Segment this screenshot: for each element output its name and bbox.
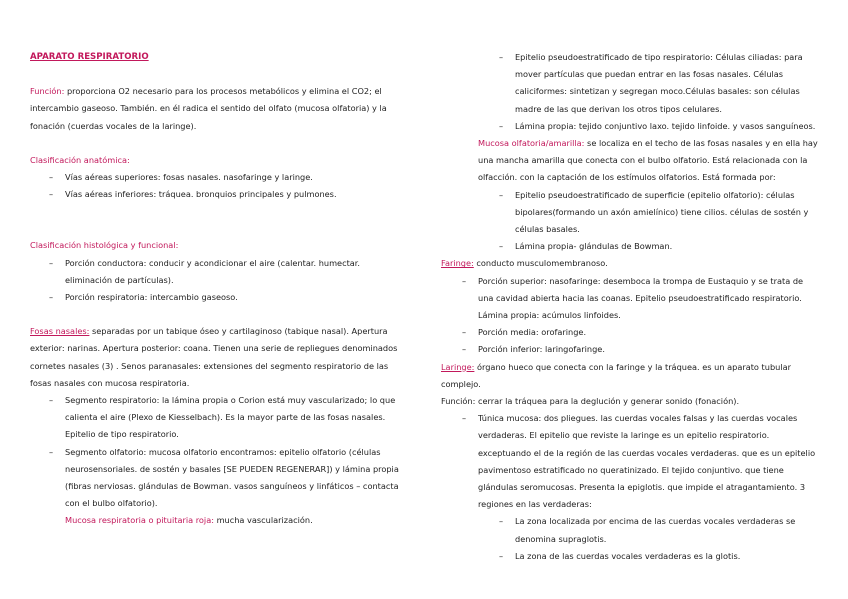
epitelio-list xyxy=(441,49,821,135)
list-item: – Porción superior: nasofaringe: desemboca la trompa de Eustaquio y se trata de una cavidad abierta hacia las coanas. Epitelio pseudoestratificado respiratorio. Lámina propia: acúmulos linfoides. xyxy=(441,273,821,325)
list-item: – Segmento olfatorio: mucosa olfatorio encontramos: epitelio olfatorio (células neurosensoriales. de sostén y basales [SE PUEDEN REGENERAR]) y lámina propia (fibras nerviosas. glándulas de Bowman. vasos sanguíneos y linfáticos – contacta con el bulbo olfatorio). xyxy=(30,444,408,513)
fosas-nasales-paragraph xyxy=(30,323,408,392)
left-column xyxy=(30,49,408,530)
faringe-label: Faringe: xyxy=(441,258,474,269)
clasificacion-anatomica-list xyxy=(30,169,408,203)
faringe-paragraph xyxy=(441,255,821,272)
faringe-text: conducto musculomembranoso. xyxy=(473,258,608,269)
list-item: – La zona de las cuerdas vocales verdaderas es la glotis. xyxy=(441,548,821,565)
funcion-paragraph xyxy=(30,83,408,135)
mucosa-olfatoria-paragraph xyxy=(441,135,821,187)
clasificacion-anatomica-heading: Clasificación anatómica: xyxy=(30,154,130,165)
list-item: – Porción conductora: conducir y acondicionar el aire (calentar. humectar. eliminación de partículas). xyxy=(30,255,408,289)
list-item: – Porción respiratoria: intercambio gaseoso. xyxy=(30,289,408,306)
laringe-list xyxy=(441,410,821,565)
document-title: APARATO RESPIRATORIO xyxy=(30,52,149,62)
list-item: – Lámina propia- glándulas de Bowman. xyxy=(441,238,821,255)
list-item: – Porción inferior: laringofaringe. xyxy=(441,341,821,358)
laringe-label: Laringe: xyxy=(441,361,475,372)
clasificacion-histologica-list xyxy=(30,255,408,307)
mucosa-respiratoria-text: mucha vascularización. xyxy=(213,515,313,526)
list-item: – Epitelio pseudoestratificado de tipo respiratorio: Células ciliadas: para mover partículas que puedan entrar en las fosas nasales. Células caliciformes: sintetizan y segregan moco.Células basales: son células madre de las que derivan los otros tipos celulares. xyxy=(441,49,821,118)
list-item: – La zona localizada por encima de las cuerdas vocales verdaderas se denomina supraglotis. xyxy=(441,513,821,547)
list-item: – Segmento respiratorio: la lámina propia o Corion está muy vascularizado; lo que calienta el aire (Plexo de Kiesselbach). Es la mayor parte de las fosas nasales. Epitelio de tipo respiratorio. xyxy=(30,392,408,444)
funcion-text: proporciona O2 necesario para los procesos metabólicos y elimina el CO2; el intercambio gaseoso. También. en él radica el sentido del olfato (mucosa olfatoria) y la fonación (cuerdas vocales de la laringe). xyxy=(30,86,387,131)
right-column xyxy=(441,49,821,565)
list-item: – Epitelio pseudoestratificado de superficie (epitelio olfatorio): células bipolares(formando un axón amielínico) tiene cilios. células de sostén y células basales. xyxy=(441,187,821,239)
fosas-nasales-list xyxy=(30,392,408,512)
list-item: – Lámina propia: tejido conjuntivo laxo. tejido linfoide. y vasos sanguíneos. xyxy=(441,118,821,135)
laringe-paragraph xyxy=(441,359,821,393)
clasificacion-histologica-heading: Clasificación histológica y funcional: xyxy=(30,240,179,251)
mucosa-olfatoria-label: Mucosa olfatoria/amarilla: xyxy=(478,138,585,149)
funcion-label: Función: xyxy=(30,86,65,97)
mucosa-respiratoria-line xyxy=(30,512,408,529)
fosas-nasales-text: separadas por un tabique óseo y cartilaginoso (tabique nasal). Apertura exterior: narinas. Apertura posterior: coana. Tienen una serie de repliegues denominados cornetes nasales (3) . Senos paranasales: extensiones del segmento respiratorio de las fosas nasales con mucosa respiratoria. xyxy=(30,326,398,388)
mucosa-olfatoria-text: se localiza en el techo de las fosas nasales y en ella hay una mancha amarilla que conecta con el bulbo olfatorio. Está relacionada con la olfacción. con la captación de los estímulos olfatorios. Está formada por: xyxy=(478,138,818,183)
faringe-list xyxy=(441,273,821,359)
list-item: – Porción media: orofaringe. xyxy=(441,324,821,341)
mucosa-olfatoria-list xyxy=(441,187,821,256)
list-item: – Túnica mucosa: dos pliegues. las cuerdas vocales falsas y las cuerdas vocales verdaderas. El epitelio que reviste la laringe es un epitelio respiratorio. exceptuando el de la región de las cuerdas vocales verdaderas. que es un epitelio pavimentoso estratificado no queratinizado. El tejido conjuntivo. que tiene glándulas seromucosas. Presenta la epiglotis. que impide el atragantamiento. 3 regiones en las verdaderas: xyxy=(441,410,821,513)
laringe-text: órgano hueco que conecta con la faringe y la tráquea. es un aparato tubular complejo. xyxy=(441,361,791,389)
fosas-nasales-label: Fosas nasales: xyxy=(30,326,90,337)
list-item: – Vías aéreas superiores: fosas nasales. nasofaringe y laringe. xyxy=(30,169,408,186)
mucosa-respiratoria-label: Mucosa respiratoria o pituitaria roja: xyxy=(65,515,214,526)
list-item: – Vías aéreas inferiores: tráquea. bronquios principales y pulmones. xyxy=(30,186,408,203)
laringe-funcion: Función: cerrar la tráquea para la deglución y generar sonido (fonación). xyxy=(441,396,740,407)
